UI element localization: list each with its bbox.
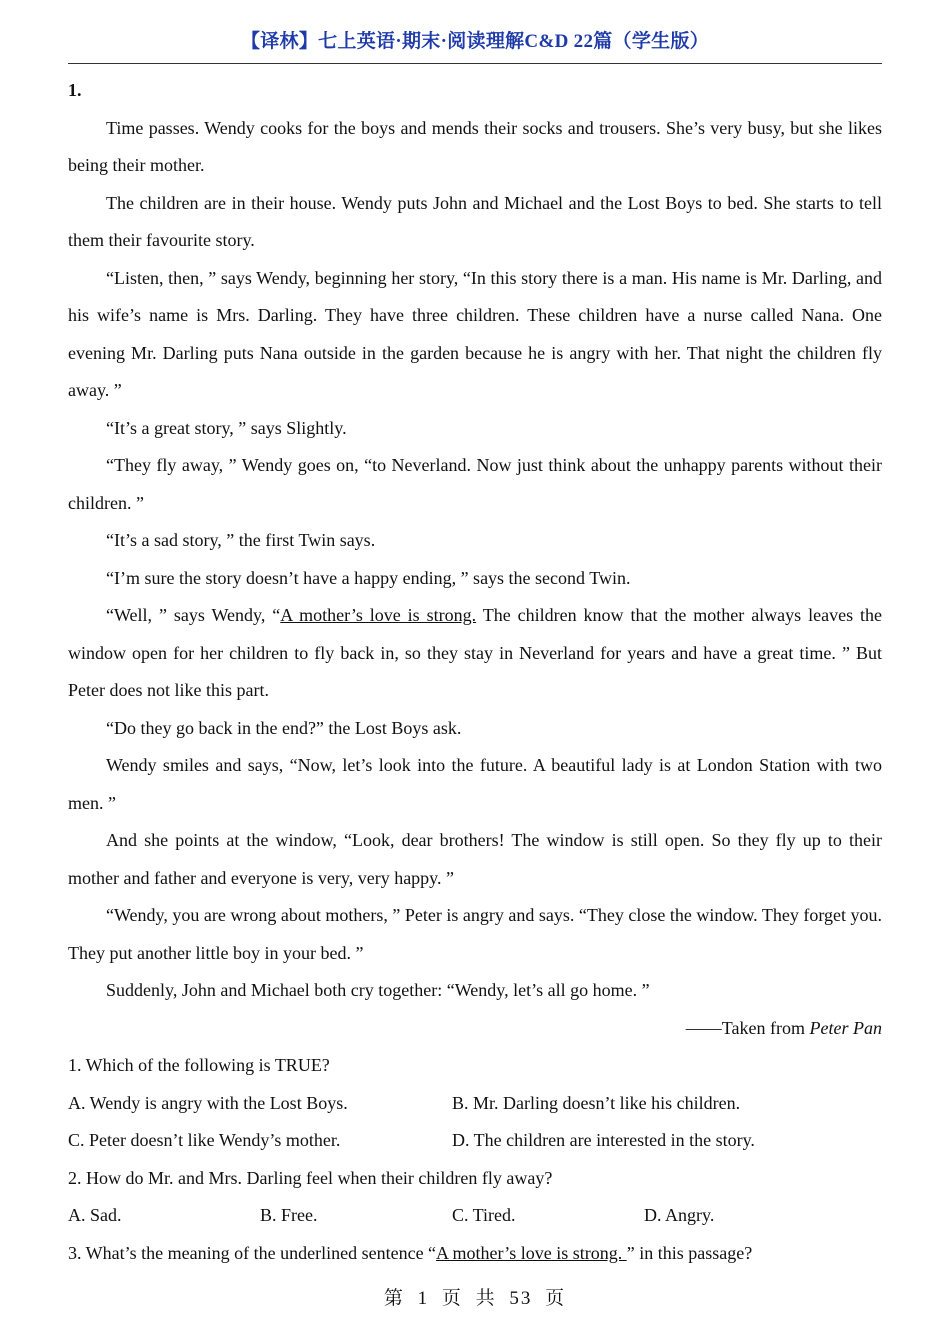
total-unit: 页 [545,1288,567,1309]
passage-paragraph: “They fly away, ” Wendy goes on, “to Neverland. Now just think about the unhappy parents without their children. ” [68,455,882,513]
option-b: B. Free. [260,1205,318,1225]
passage-paragraph: “Do they go back in the end?” the Lost Boys ask. [106,717,462,738]
underlined-sentence: A mother’s love is strong. [280,605,477,625]
options-row [68,1197,882,1235]
total-pages: 53 [509,1288,533,1309]
question-stem [68,1235,882,1273]
question-stem: 1. Which of the following is TRUE? [68,1055,330,1075]
header-divider [68,63,882,64]
passage-paragraph: The children are in their house. Wendy puts John and Michael and the Lost Boys to bed. She starts to tell them their favourite story. [68,192,882,250]
passage-paragraph: Suddenly, John and Michael both cry together: “Wendy, let’s all go home. ” [106,980,650,1000]
options-row [68,1122,882,1160]
option-a: A. Sad. [68,1205,122,1225]
option-d: D. Angry. [644,1205,715,1225]
passage-source [68,1010,882,1048]
passage-paragraph: And she points at the window, “Look, dear brothers! The window is still open. So they fly up to their mother and father and everyone is very, very happy. ” [68,830,882,888]
stem-text: 3. What’s the meaning of the underlined sentence “ [68,1242,437,1263]
option-c: C. Peter doesn’t like Wendy’s mother. [68,1130,341,1150]
passage-paragraph: “Listen, then, ” says Wendy, beginning her story, “In this story there is a man. His name is Mr. Darling, and his wife’s name is Mrs. Darling. They have three children. These children have a nurse called Nana. One evening Mr. Darling puts Nana outside in the garden because he is angry with her. That night the children fly away. ” [68,267,882,400]
paragraph-text: The children know that the mother always leaves the window open for her children to fly back in, so they stay in Neverland for years and have a great time. ” But Peter does not like this part. [68,605,882,700]
passage-paragraph: “It’s a sad story, ” the first Twin says. [106,530,376,550]
underlined-sentence: A mother’s love is strong. [436,1242,627,1263]
question-number: 1. [68,80,82,100]
total-label: 共 [475,1288,497,1309]
page-unit: 页 [441,1288,463,1309]
passage-paragraph: Wendy smiles and says, “Now, let’s look into the future. A beautiful lady is at London Station with two men. ” [68,755,882,813]
passage-paragraph: “It’s a great story, ” says Slightly. [106,417,347,438]
page-footer [0,1283,950,1310]
option-a: A. Wendy is angry with the Lost Boys. [68,1092,348,1113]
document-body [68,72,882,1272]
stem-text: ” in this passage? [626,1242,753,1263]
paragraph-text: “Well, ” says Wendy, “ [106,605,281,625]
option-b: B. Mr. Darling doesn’t like his children. [452,1092,741,1113]
source-title: Peter Pan [809,1017,882,1038]
passage-paragraph-underlined [68,597,882,710]
page-header: 【译林】七上英语·期末·阅读理解C&D 22篇（学生版） [240,31,710,52]
page-number: 1 [417,1288,430,1309]
source-prefix: ——Taken from [685,1017,810,1038]
passage-paragraph: “Wendy, you are wrong about mothers, ” Peter is angry and says. “They close the window. They forget you. They put another little boy in your bed. ” [68,905,882,963]
option-d: D. The children are interested in the story. [452,1130,755,1150]
passage-paragraph: “I’m sure the story doesn’t have a happy ending, ” says the second Twin. [106,567,631,588]
question-stem: 2. How do Mr. and Mrs. Darling feel when their children fly away? [68,1167,553,1188]
option-c: C. Tired. [452,1205,516,1225]
options-row [68,1085,882,1123]
passage-paragraph: Time passes. Wendy cooks for the boys and mends their socks and trousers. She’s very busy, but she likes being their mother. [68,117,882,175]
page-label: 第 [383,1288,405,1309]
